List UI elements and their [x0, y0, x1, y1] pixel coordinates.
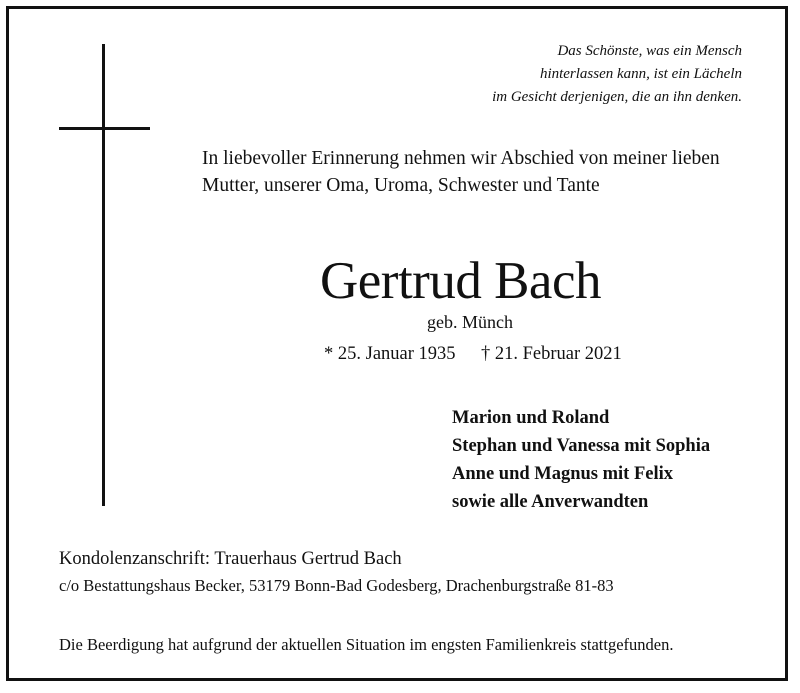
- quote-line: im Gesicht derjenigen, die an ihn denken.: [492, 89, 742, 105]
- birth-name: geb. Münch: [427, 312, 513, 332]
- family-line: Anne und Magnus mit Felix: [452, 464, 674, 484]
- family-signatures: [452, 404, 710, 516]
- intro-text: [202, 145, 720, 199]
- quote-line: Das Schönste, was ein Mensch: [557, 43, 742, 59]
- cross-icon: [102, 44, 105, 506]
- family-line: Stephan und Vanessa mit Sophia: [452, 436, 711, 456]
- deceased-name: Gertrud Bach: [320, 252, 601, 310]
- funeral-note: Die Beerdigung hat aufgrund der aktuellen Situation im engsten Familienkreis stattgefunden.: [59, 635, 674, 654]
- death-date: † 21. Februar 2021: [481, 344, 622, 364]
- memorial-quote: [412, 40, 742, 109]
- condolence-title: Kondolenzanschrift: Trauerhaus Gertrud Bach: [59, 549, 402, 569]
- family-line: sowie alle Anverwandten: [452, 492, 649, 512]
- cross-icon-crossbar: [59, 127, 150, 130]
- family-line: Marion und Roland: [452, 408, 610, 428]
- intro-line: In liebevoller Erinnerung nehmen wir Abschied von meiner lieben: [202, 148, 720, 169]
- condolence-address: c/o Bestattungshaus Becker, 53179 Bonn-Bad Godesberg, Drachenburgstraße 81-83: [59, 576, 614, 595]
- intro-line: Mutter, unserer Oma, Uroma, Schwester und Tante: [202, 175, 600, 196]
- quote-line: hinterlassen kann, ist ein Lächeln: [539, 66, 742, 82]
- birth-date: * 25. Januar 1935: [324, 344, 456, 364]
